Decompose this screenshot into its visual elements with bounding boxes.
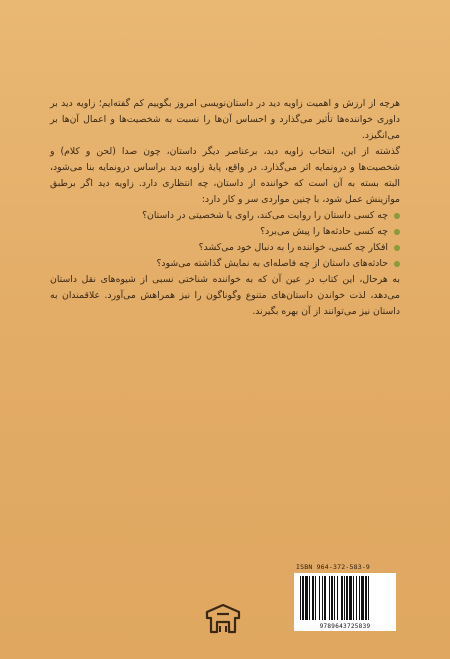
list-item [50,240,400,256]
bullet-icon [394,245,400,251]
blurb-intro: هرچه از ارزش و اهمیت زاویه دید در داستان‌نویسی امروز بگوییم کم گفته‌ایم؛ زاویه دید بر داوری خواننده‌ها تأثیر می‌گذارد و احساس آن‌ها را نسبت به شخصیت‌ها و اعمال آن‌ها بر می‌انگیزد. [50,98,400,141]
blurb-closing: به هرحال، این کتاب در عین آن که به خواننده شناختی نسبی از شیوه‌های نقل داستان می‌دهد، لذت خواندن داستان‌های متنوع وگوناگون را نیز همراهش می‌آورد. علاقمندان به داستان نیز می‌توانند از آن بهره بگیرند. [50,274,400,317]
question-text: حادثه‌های داستان از چه فاصله‌ای به نمایش گذاشته می‌شود؟ [156,258,388,269]
question-text: افکار چه کسی، خواننده را به دنبال خود می‌کشد؟ [198,242,388,253]
question-text: چه کسی حادثه‌ها را پیش می‌برد؟ [260,226,388,237]
barcode-number: 9789643725839 [319,623,371,630]
publisher-logo-icon [205,604,241,636]
barcode-bars-icon [300,576,390,620]
bullet-icon [394,261,400,267]
list-item [50,208,400,224]
bullet-icon [394,213,400,219]
question-text: چه کسی داستان را روایت می‌کند، راوی یا شخصیتی در داستان؟ [142,210,388,221]
list-item [50,256,400,272]
barcode [294,573,396,631]
blurb-question-list [50,208,400,272]
bullet-icon [394,229,400,235]
blurb-paragraph-2: گذشته از این، انتخاب زاویه دید، برعناصر دیگر داستان، چون صدا (لحن و کلام) و شخصیت‌ها و درونمایه اثر می‌گذارد. در واقع، پایهٔ زاویه دید براساس درونمایه بنا می‌شود، البته بسته به آن است که خواننده از داستان، چه انتظاری دارد. زاویه دید اگر برطبق موازینش عمل شود، با چنین مواردی سر و کار دارد: [50,146,400,205]
list-item [50,224,400,240]
isbn-label: ISBN 964-372-583-9 [296,563,371,571]
back-cover-blurb [50,96,400,320]
